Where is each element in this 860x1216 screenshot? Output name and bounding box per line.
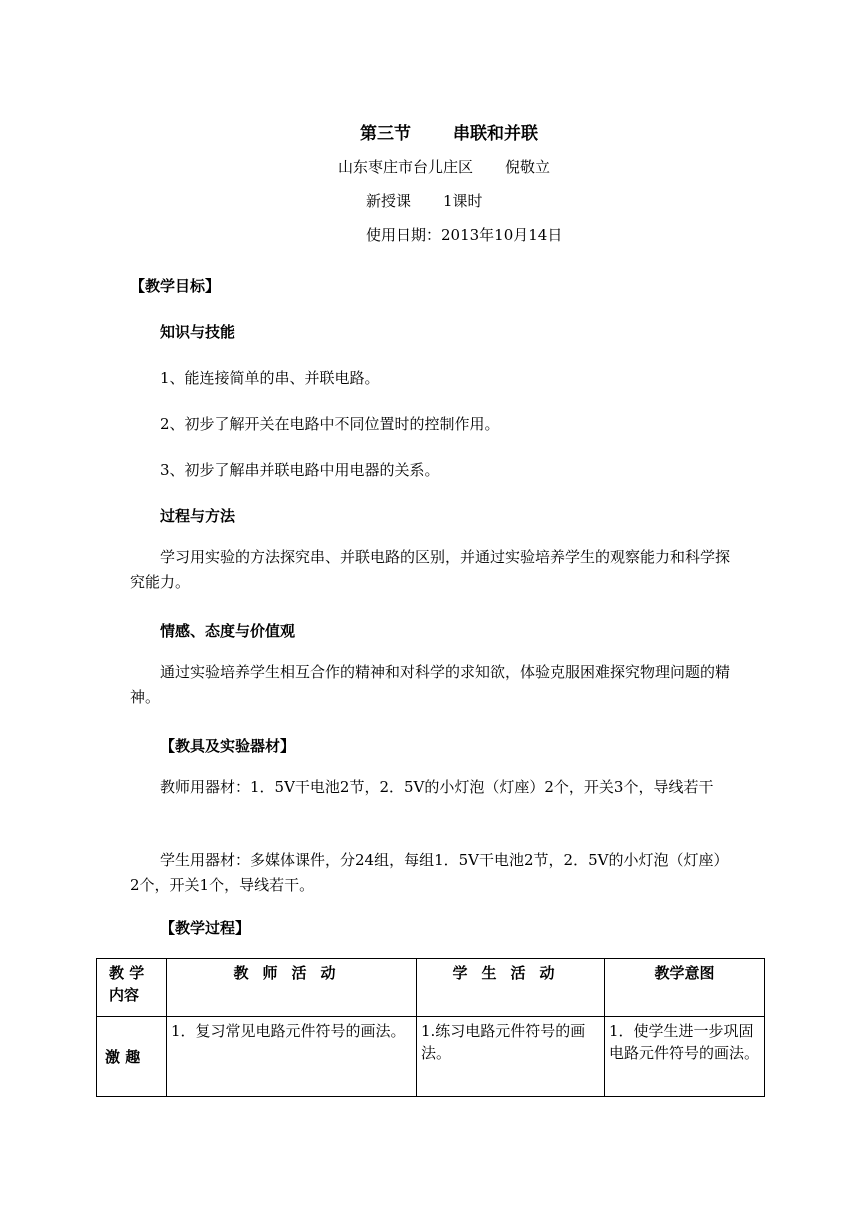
page-title: [360, 119, 538, 144]
lesson-hours: 1课时: [443, 192, 483, 210]
author-line: [338, 156, 550, 177]
col-header-intent: 教学意图: [605, 959, 765, 1017]
knowledge-item: 2、初步了解开关在电路中不同位置时的控制作用。: [160, 415, 500, 433]
row-student-activity: 1.练习电路元件符号的画法。: [417, 1017, 605, 1097]
lesson-type: 新授课: [366, 192, 412, 210]
knowledge-item: 1、能连接简单的串、并联电路。: [160, 369, 380, 387]
emotion-heading: 情感、态度与价值观: [160, 622, 296, 640]
process-heading: 【教学过程】: [160, 919, 251, 937]
materials-heading: 【教具及实验器材】: [160, 737, 296, 755]
table-row: [97, 1017, 765, 1097]
author-name: 倪敬立: [505, 158, 551, 176]
row-teacher-activity: 1．复习常见电路元件符号的画法。: [167, 1017, 417, 1097]
col-header-student: 学生活动: [417, 959, 605, 1017]
row-content-label: 激 趣: [97, 1017, 167, 1097]
process-method-heading: 过程与方法: [160, 507, 236, 525]
knowledge-heading: 知识与技能: [160, 323, 236, 341]
lesson-info: [366, 190, 483, 211]
title-topic: 串联和并联: [453, 124, 538, 144]
lesson-table: [96, 958, 765, 1097]
emotion-text: 通过实验培养学生相互合作的精神和对科学的求知欲，体验克服困难探究物理问题的精神。: [130, 663, 731, 706]
process-method-text: 学习用实验的方法探究串、并联电路的区别，并通过实验培养学生的观察能力和科学探究能力。: [130, 548, 731, 591]
col-header-content: 教 学 内容: [97, 959, 167, 1017]
title-section: 第三节: [360, 124, 411, 144]
goals-heading: 【教学目标】: [130, 277, 221, 295]
student-materials: 学生用器材：多媒体课件，分24组，每组1．5V干电池2节，2．5V的小灯泡（灯座）2个，开关1个，导线若干。: [130, 851, 729, 894]
usage-date: 使用日期：2013年10月14日: [366, 226, 563, 244]
row-teaching-intent: 1．使学生进一步巩固电路元件符号的画法。: [605, 1017, 765, 1097]
knowledge-item: 3、初步了解串并联电路中用电器的关系。: [160, 461, 440, 479]
teacher-materials: 教师用器材：1．5V干电池2节，2．5V的小灯泡（灯座）2个，开关3个，导线若干: [160, 778, 714, 796]
col-header-teacher: 教师活动: [167, 959, 417, 1017]
author-place: 山东枣庄市台儿庄区: [338, 158, 474, 176]
table-header-row: [97, 959, 765, 1017]
